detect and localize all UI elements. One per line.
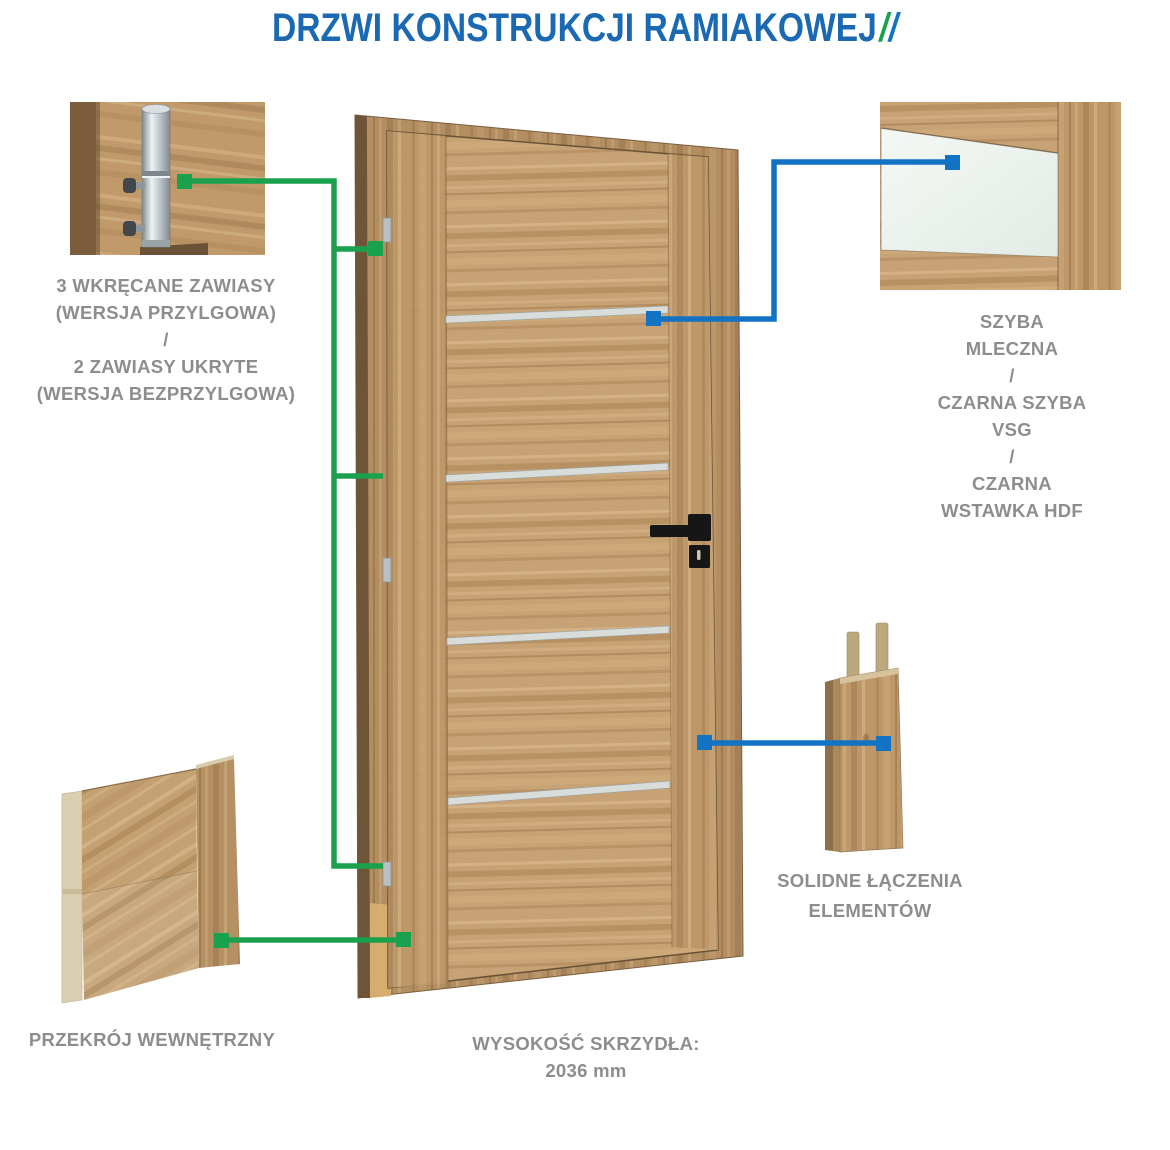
caption-glazing-line3: CZARNA WSTAWKA HDF: [940, 473, 1084, 521]
screw-knob-2: [123, 221, 136, 236]
caption-hinges: [37, 272, 295, 407]
hinge-joint-line: [142, 171, 170, 176]
door-illustration: [355, 115, 743, 998]
marker-door-hinge-area: [368, 241, 383, 256]
caption-glazing-line2: CZARNA SZYBA VSG: [937, 392, 1087, 440]
xsec-edge-band: [62, 791, 82, 1003]
handle-lever: [650, 525, 696, 537]
page-title: [272, 6, 898, 50]
caption-hinges-separator: /: [163, 329, 169, 350]
cross-section-photo: [62, 755, 240, 1003]
title-text: DRZWI KONSTRUKCJI RAMIAKOWEJ: [272, 6, 877, 50]
plank-seam: [96, 102, 100, 255]
screw-shaft-2: [136, 225, 145, 232]
xsec-edge-step: [62, 889, 82, 894]
keyhole: [697, 550, 701, 560]
caption-glazing-separator2: /: [1009, 446, 1015, 467]
marker-door-strip: [646, 311, 661, 326]
marker-joint-photo: [876, 736, 891, 751]
caption-joints-line1: SOLIDNE ŁĄCZENIA: [777, 870, 963, 891]
glazing-photo-stile: [1058, 102, 1121, 290]
caption-cross-section-line1: PRZEKRÓJ WEWNĘTRZNY: [28, 1029, 276, 1050]
caption-leaf-height-line1: WYSOKOŚĆ SKRZYDŁA:: [472, 1033, 700, 1054]
caption-glazing: [933, 308, 1091, 524]
screw-knob-1: [123, 178, 136, 193]
marker-door-right-stile: [697, 735, 712, 750]
hinge-barrel-bottom: [142, 240, 170, 247]
caption-hinges-line1: 3 WKRĘCANE ZAWIASY: [56, 275, 276, 296]
joint-photo: [825, 623, 903, 852]
caption-joints: [777, 866, 963, 926]
hinge-barrel-cap: [142, 105, 170, 114]
caption-leaf-height: [472, 1030, 699, 1084]
marker-cross-section-photo: [214, 933, 229, 948]
caption-hinges-line2: (WERSJA PRZYLGOWA): [55, 302, 277, 323]
caption-hinges-line4: (WERSJA BEZPRZYLGOWA): [36, 383, 296, 404]
hinge-top: [383, 218, 391, 242]
title-slash-blue: /: [888, 6, 898, 50]
marker-door-bottom: [396, 932, 411, 947]
hinge-middle: [383, 558, 391, 582]
dowel-2: [876, 623, 888, 673]
hinge-photo-dark-plank: [70, 102, 96, 255]
caption-glazing-separator1: /: [1009, 365, 1015, 386]
dowel-1: [847, 632, 859, 680]
caption-joints-line2: ELEMENTÓW: [808, 900, 932, 921]
hinge-bottom: [383, 862, 391, 886]
caption-cross-section: [29, 1026, 275, 1053]
hinge-joint-highlight: [142, 176, 170, 178]
marker-hinge-photo: [177, 174, 192, 189]
caption-glazing-line1: SZYBA MLECZNA: [965, 311, 1059, 359]
caption-hinges-line3: 2 ZAWIASY UKRYTE: [73, 356, 259, 377]
glazing-photo: [880, 102, 1121, 290]
title-slash-green: /: [879, 6, 889, 50]
door-leaf-left-stile: [387, 131, 448, 988]
screw-shaft-1: [136, 182, 145, 189]
joint-face: [840, 668, 903, 852]
caption-leaf-height-line2: 2036 mm: [545, 1060, 627, 1081]
marker-glazing-photo: [945, 155, 960, 170]
